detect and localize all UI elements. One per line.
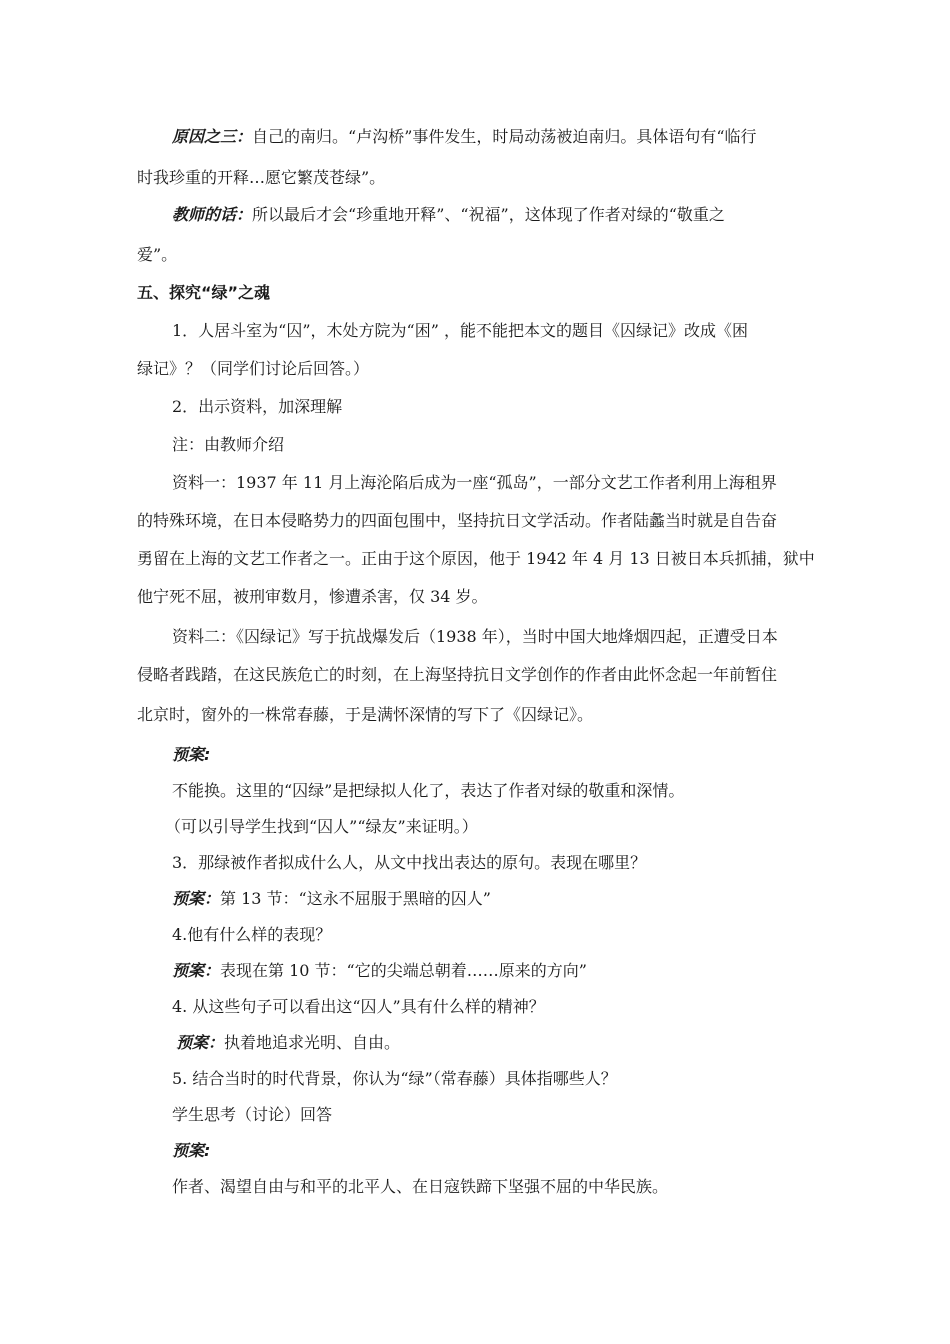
reason-three-label: 原因之三： [172, 127, 253, 146]
answer-1: 不能换。这里的“囚绿”是把绿拟人化了，表达了作者对绿的敬重和深情。 [172, 781, 685, 800]
answer-5-label: 预案: [172, 1141, 211, 1160]
answer-4-line [172, 962, 587, 980]
material-2-line-3: 北京时，窗外的一株常春藤，于是满怀深情的写下了《囚绿记》。 [137, 705, 594, 724]
answer-3-label: 预案： [172, 889, 221, 908]
material-1-line-2: 的特殊环境，在日本侵略势力的四面包围中，坚持抗日文学活动。作者陆蠡当时就是自告奋 [137, 511, 778, 530]
answer-4-text: 表现在第 10 节：“它的尖端总朝着……原来的方向” [220, 961, 587, 980]
material-2-line-1: 资料二：《囚绿记》写于抗战爆发后（1938 年），当时中国大地烽烟四起，正遭受日本 [172, 627, 778, 646]
answer-4b-label: 预案： [176, 1033, 225, 1052]
question-2: 2．出示资料，加深理解 [172, 397, 343, 416]
reason-three-line [172, 128, 757, 146]
note: 注：由教师介绍 [172, 435, 285, 454]
answer-4-label: 预案： [172, 961, 221, 980]
material-2-line-2: 侵略者践踏，在这民族危亡的时刻，在上海坚持抗日文学创作的作者由此怀念起一年前暂住 [137, 665, 778, 684]
question-5: 5. 结合当时的时代背景，你认为“绿”（常春藤）具体指哪些人？ [172, 1069, 617, 1088]
teacher-words-line [172, 206, 725, 224]
reason-three-text: 自己的南归。“卢沟桥”事件发生，时局动荡被迫南归。具体语句有“临行 [252, 127, 757, 146]
teacher-words-text: 所以最后才会“珍重地开释”、“祝福”，这体现了作者对绿的“敬重之 [252, 205, 725, 224]
question-4: 4.他有什么样的表现？ [172, 925, 332, 944]
answer-3-text: 第 13 节：“这永不屈服于黑暗的囚人” [220, 889, 491, 908]
question-5-response: 学生思考（讨论）回答 [172, 1105, 333, 1124]
reason-three-cont: 时我珍重的开释…愿它繁茂苍绿”。 [137, 168, 386, 187]
material-1-line-3: 勇留在上海的文艺工作者之一。正由于这个原因，他于 1942 年 4 月 13 日被日本兵抓捕，狱中 [137, 549, 815, 568]
answer-4b-line [176, 1034, 400, 1052]
answer-4b-text: 执着地追求光明、自由。 [224, 1033, 401, 1052]
answer-3-line [172, 890, 491, 908]
material-1-line-4: 他宁死不屈，被刑审数月，惨遭杀害，仅 34 岁。 [137, 587, 488, 606]
section-five-heading: 五、探究“绿”之魂 [137, 283, 271, 302]
question-3: 3．那绿被作者拟成什么人，从文中找出表达的原句。表现在哪里？ [172, 853, 647, 872]
question-1-line-2: 绿记》？（同学们讨论后回答。） [137, 359, 370, 378]
answer-1-note: （可以引导学生找到“囚人”“绿友”来证明。） [165, 817, 478, 836]
answer-label: 预案: [172, 745, 211, 764]
answer-5: 作者、渴望自由与和平的北平人、在日寇铁蹄下坚强不屈的中华民族。 [172, 1177, 669, 1196]
teacher-words-label: 教师的话： [172, 205, 253, 224]
teacher-words-cont: 爱”。 [137, 245, 178, 264]
material-1-line-1: 资料一：1937 年 11 月上海沦陷后成为一座“孤岛”，一部分文艺工作者利用上海租界 [172, 473, 777, 492]
question-1-line-1: 1．人居斗室为“囚”，木处方院为“困” ，能不能把本文的题目《囚绿记》改成《困 [172, 321, 748, 340]
question-4b: 4. 从这些句子可以看出这“囚人”具有什么样的精神？ [172, 997, 545, 1016]
